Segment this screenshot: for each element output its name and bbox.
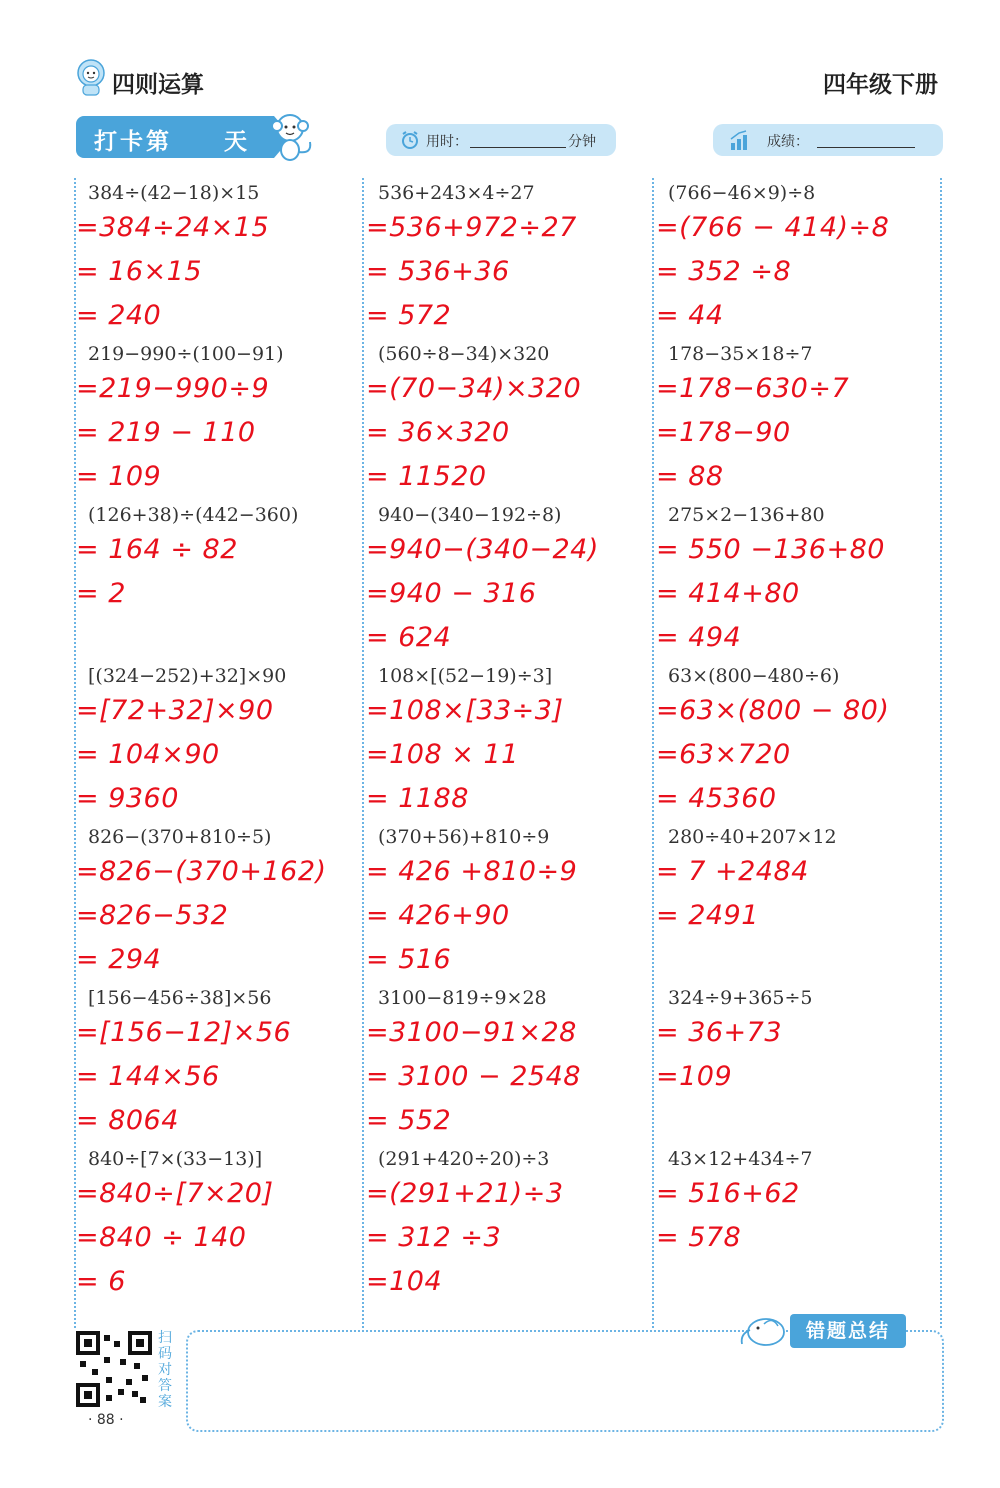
handwritten-step: =3100−91×28 (366, 1017, 577, 1048)
handwritten-step: = 536+36 (366, 256, 510, 287)
problem-expression: [(324−252)+32]×90 (88, 665, 287, 687)
handwritten-step: =536+972÷27 (366, 212, 577, 243)
handwritten-step: = 572 (366, 300, 452, 331)
handwritten-step: = 426+90 (366, 900, 510, 931)
column-divider-1 (362, 178, 364, 1328)
problem-expression: 43×12+434÷7 (668, 1148, 813, 1170)
elephant-mascot-icon (736, 1310, 790, 1350)
problem-expression: (370+56)+810÷9 (378, 826, 550, 848)
handwritten-step: =178−630÷7 (656, 373, 850, 404)
handwritten-step: = 426 +810÷9 (366, 856, 578, 887)
handwritten-step: = 144×56 (76, 1061, 220, 1092)
problem-expression: 384÷(42−18)×15 (88, 182, 260, 204)
handwritten-step: = 312 ÷3 (366, 1222, 502, 1253)
mistake-summary-label: 错题总结 (790, 1314, 906, 1348)
problem-expression: 280÷40+207×12 (668, 826, 837, 848)
handwritten-step: = 3100 − 2548 (366, 1061, 581, 1092)
checkin-suffix: 天 (224, 129, 247, 155)
handwritten-step: =(70−34)×320 (366, 373, 582, 404)
bar-chart-icon (729, 129, 751, 151)
handwritten-step: = 414+80 (656, 578, 800, 609)
handwritten-step: = 240 (76, 300, 162, 331)
handwritten-step: = 552 (366, 1105, 452, 1136)
lion-mascot-icon (74, 58, 108, 96)
handwritten-step: = 9360 (76, 783, 179, 814)
handwritten-step: = 219 − 110 (76, 417, 256, 448)
problem-expression: (126+38)÷(442−360) (88, 504, 299, 526)
handwritten-step: = 352 ÷8 (656, 256, 792, 287)
handwritten-step: = 2 (76, 578, 126, 609)
scan-for-answers-label: 扫码对答案 (158, 1330, 172, 1410)
handwritten-step: =63×720 (656, 739, 791, 770)
handwritten-step: =940−(340−24) (366, 534, 599, 565)
problem-expression: 324÷9+365÷5 (668, 987, 813, 1009)
handwritten-step: =(291+21)÷3 (366, 1178, 564, 1209)
handwritten-step: =108 × 11 (366, 739, 519, 770)
handwritten-step: =[72+32]×90 (76, 695, 274, 726)
handwritten-step: =108×[33÷3] (366, 695, 564, 726)
problem-expression: 108×[(52−19)÷3] (378, 665, 553, 687)
problem-expression: 826−(370+810÷5) (88, 826, 272, 848)
handwritten-step: = 294 (76, 944, 162, 975)
handwritten-step: = 36+73 (656, 1017, 783, 1048)
column-divider-2 (652, 178, 654, 1328)
handwritten-step: =(766 − 414)÷8 (656, 212, 890, 243)
handwritten-step: = 7 +2484 (656, 856, 809, 887)
time-field[interactable] (386, 124, 616, 156)
handwritten-step: =826−(370+162) (76, 856, 327, 887)
handwritten-step: = 109 (76, 461, 162, 492)
handwritten-step: = 1188 (366, 783, 469, 814)
alarm-clock-icon (400, 130, 420, 150)
handwritten-step: =[156−12]×56 (76, 1017, 292, 1048)
handwritten-step: = 2491 (656, 900, 759, 931)
checkin-prefix: 打卡第 (94, 129, 172, 155)
score-field[interactable] (713, 124, 943, 156)
handwritten-step: =840÷[7×20] (76, 1178, 274, 1209)
score-label: 成绩： (767, 134, 809, 150)
handwritten-step: =826−532 (76, 900, 229, 931)
handwritten-step: =940 − 316 (366, 578, 537, 609)
page-number: · 88 · (88, 1412, 124, 1428)
time-label: 用时： (426, 134, 468, 150)
problem-expression: 536+243×4÷27 (378, 182, 535, 204)
handwritten-step: = 624 (366, 622, 452, 653)
problem-expression: 840÷[7×(33−13)] (88, 1148, 263, 1170)
handwritten-step: = 44 (656, 300, 724, 331)
handwritten-step: = 88 (656, 461, 724, 492)
grade-label: 四年级下册 (823, 72, 938, 98)
handwritten-step: =109 (656, 1061, 733, 1092)
handwritten-step: = 494 (656, 622, 742, 653)
handwritten-step: = 104×90 (76, 739, 220, 770)
score-input-line[interactable] (817, 147, 915, 148)
handwritten-step: =219−990÷9 (76, 373, 270, 404)
handwritten-step: = 516+62 (656, 1178, 800, 1209)
monkey-mascot-icon (262, 108, 318, 164)
problem-expression: 178−35×18÷7 (668, 343, 813, 365)
checkin-banner (76, 116, 274, 158)
handwritten-step: =63×(800 − 80) (656, 695, 890, 726)
handwritten-step: = 45360 (656, 783, 777, 814)
problem-expression: 63×(800−480÷6) (668, 665, 840, 687)
handwritten-step: = 164 ÷ 82 (76, 534, 238, 565)
handwritten-step: = 8064 (76, 1105, 179, 1136)
problem-expression: (560÷8−34)×320 (378, 343, 550, 365)
problem-expression: 3100−819÷9×28 (378, 987, 547, 1009)
handwritten-step: =840 ÷ 140 (76, 1222, 247, 1253)
handwritten-step: = 6 (76, 1266, 126, 1297)
handwritten-step: = 578 (656, 1222, 742, 1253)
problem-expression: 275×2−136+80 (668, 504, 825, 526)
problem-expression: (291+420÷20)÷3 (378, 1148, 550, 1170)
time-unit: 分钟 (568, 134, 596, 150)
handwritten-step: =178−90 (656, 417, 791, 448)
handwritten-step: =104 (366, 1266, 443, 1297)
qr-code-icon[interactable] (76, 1331, 152, 1407)
problem-expression: 219−990÷(100−91) (88, 343, 284, 365)
handwritten-step: = 550 −136+80 (656, 534, 885, 565)
handwritten-step: = 11520 (366, 461, 487, 492)
problem-expression: [156−456÷38]×56 (88, 987, 272, 1009)
handwritten-step: =384÷24×15 (76, 212, 270, 243)
time-input-line[interactable] (470, 147, 566, 148)
handwritten-step: = 16×15 (76, 256, 203, 287)
problem-expression: 940−(340−192÷8) (378, 504, 562, 526)
section-title: 四则运算 (112, 72, 204, 98)
problem-expression: (766−46×9)÷8 (668, 182, 816, 204)
handwritten-step: = 36×320 (366, 417, 510, 448)
column-border-right (940, 178, 942, 1328)
handwritten-step: = 516 (366, 944, 452, 975)
